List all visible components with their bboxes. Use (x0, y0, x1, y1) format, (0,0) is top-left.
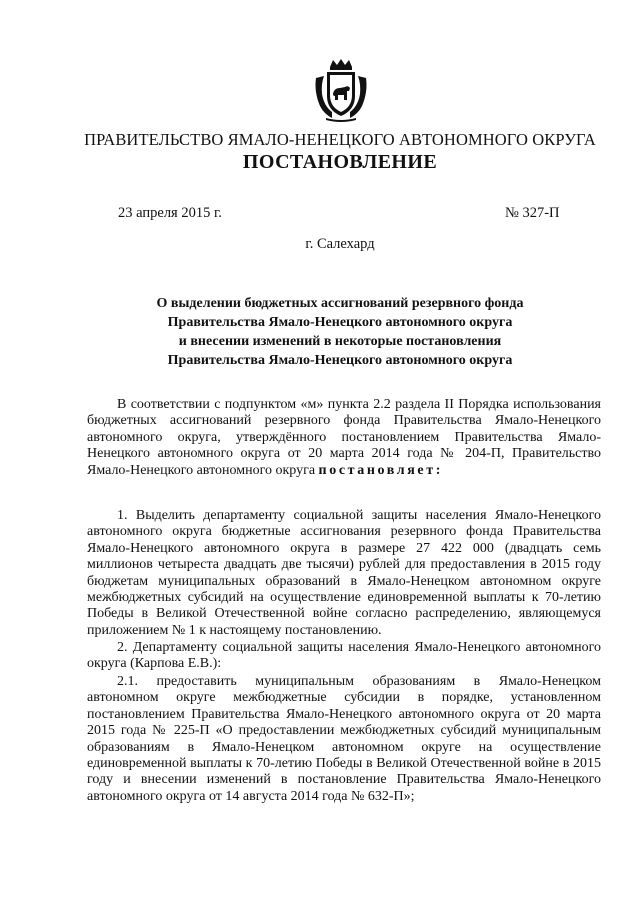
title-line: Правительства Ямало-Ненецкого автономного округа (167, 315, 513, 330)
item-2-1-paragraph: 2.1. предоставить муниципальным образованиям в Ямало-Ненецком автономном округе межбюджетные субсидии в порядке, установленном постановлением Правительства Ямало-Ненецкого автономного округа от 20 марта 2015 года № 225-П «О предоставлении межбюджетных субсидий муниципальным образованиям в Ямало-Ненецком автономном округе на осуществление единовременной выплаты к 70-летию Победы в Великой Отечественной войне в 2015 году и внесении изменений в постановление Правительства Ямало-Ненецкого автономного округа от 14 августа 2014 года № 632-П»; (87, 674, 601, 804)
preamble-paragraph (87, 397, 601, 479)
document-type: ПОСТАНОВЛЕНИЕ (242, 151, 438, 173)
item-1-paragraph: 1. Выделить департаменту социальной защиты населения Ямало-Ненецкого автономного округа бюджетные ассигнования резервного фонда Правительства Ямало-Ненецкого автономного округа в размере 27 422 000 (двадцать семь миллионов четыреста двадцать две тысячи) рублей для предоставления в 2015 году бюджетам муниципальных образований в Ямало-Ненецком автономном округе межбюджетных субсидий на осуществление единовременной выплаты к 70-летию Победы в Великой Отечественной войне согласно распределению, являющемуся приложением № 1 к настоящему постановлению. (87, 508, 601, 638)
title-line: О выделении бюджетных ассигнований резервного фонда (156, 296, 524, 311)
item-2-paragraph: 2. Департаменту социальной защиты населения Ямало-Ненецкого автономного округа (Карпова Е.В.): (87, 640, 601, 672)
document-city: г. Салехард (305, 236, 375, 252)
title-line: Правительства Ямало-Ненецкого автономного округа (167, 353, 513, 368)
document-title (100, 294, 580, 370)
title-line: и внесении изменений в некоторые постановления (178, 334, 502, 349)
coat-of-arms-icon (312, 58, 370, 122)
document-date: 23 апреля 2015 г. (118, 205, 222, 221)
document-number: № 327-П (505, 205, 560, 221)
government-name: ПРАВИТЕЛЬСТВО ЯМАЛО-НЕНЕЦКОГО АВТОНОМНОГО ОКРУГА (84, 130, 596, 149)
decree-word: постановляет: (318, 462, 443, 478)
preamble-text: В соответствии с подпунктом «м» пункта 2.2 раздела II Порядка использования бюджетных ассигнований резервного фонда Правительства Ямало-Ненецкого автономного округа, утверждённого постановлением Правительства Ямало-Ненецкого автономного округа от 20 марта 2014 года № 204-П, Правительство Ямало-Ненецкого автономного округа (87, 397, 601, 478)
